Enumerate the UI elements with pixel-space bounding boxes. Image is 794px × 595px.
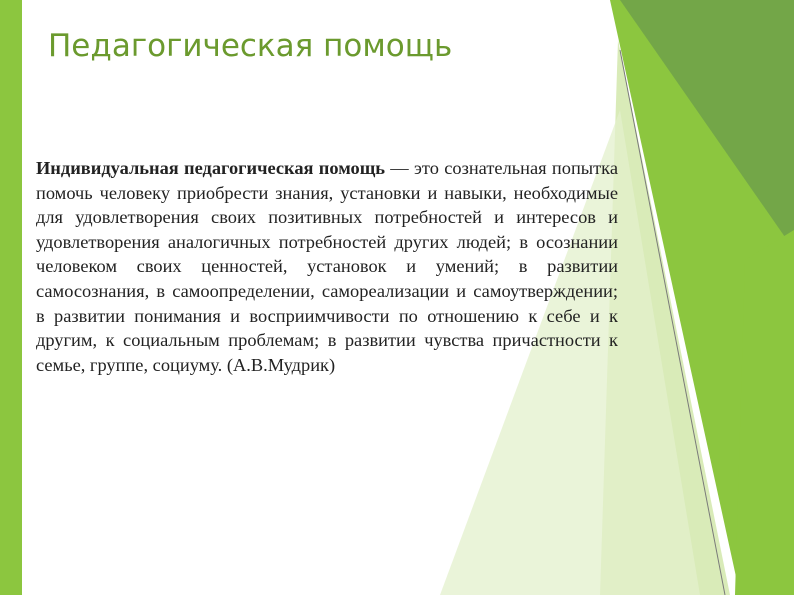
definition-paragraph: [36, 156, 618, 377]
definition-text: — это сознательная попытка помочь человеку приобрести знания, установки и навыки, необходимые для удовлетворения своих позитивных потребностей и интересов и удовлетворения аналогичных потребностей других людей; в осознании человеком своих ценностей, установок и умений; в развитии самосознания, в самоопределении, самореализации и самоутверждении; в развитии понимания и восприимчивости по отношению к себе и к другим, к социальным проблемам; в развитии чувства причастности к семье, группе, социуму. (А.В.Мудрик): [36, 158, 619, 375]
definition-term: Индивидуальная педагогическая помощь: [36, 158, 385, 178]
slide-title: Педагогическая помощь: [48, 28, 453, 64]
